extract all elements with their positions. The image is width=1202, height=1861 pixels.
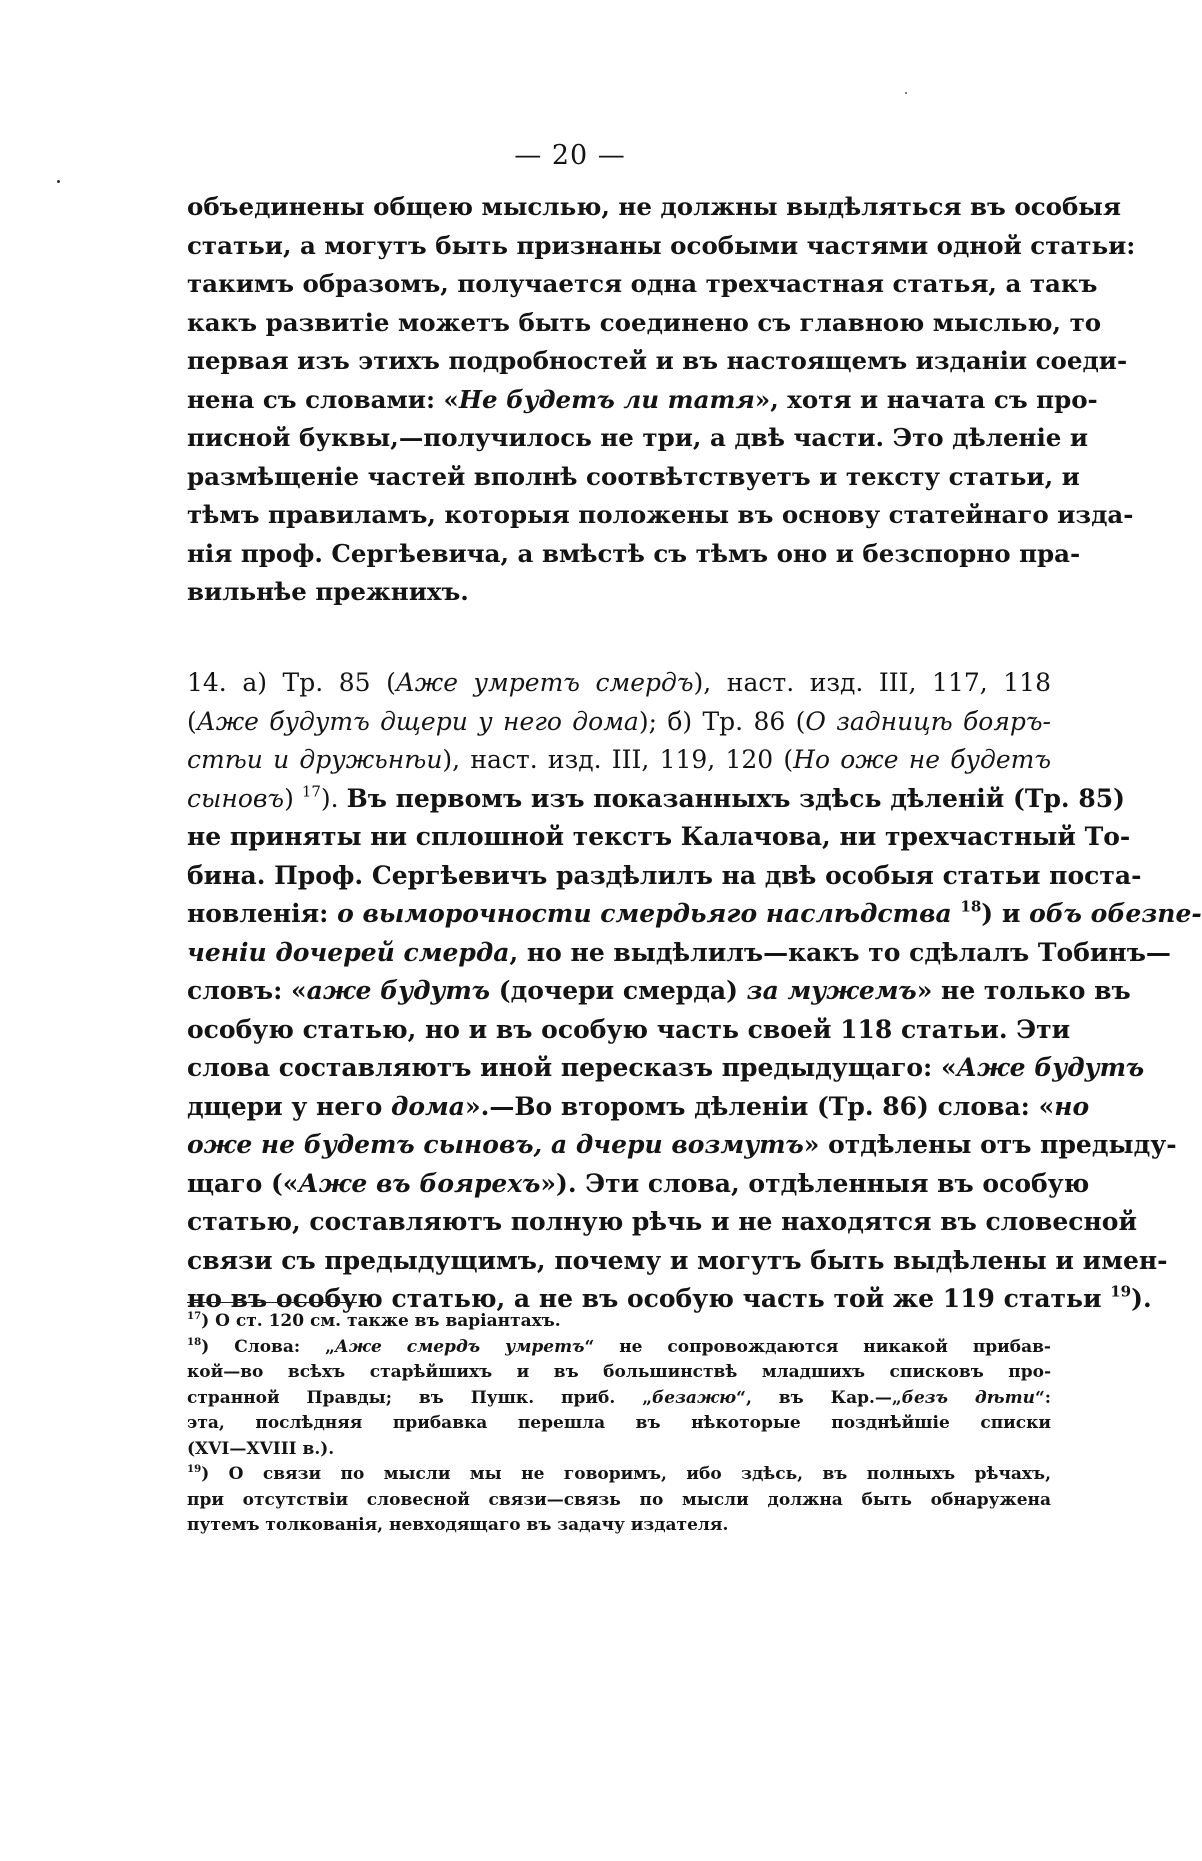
text-line: слова составляютъ иной пересказъ предыдущаго: «Аже будутъ (187, 1053, 1145, 1082)
text-line: объединены общею мыслью, не должны выдѣляться въ особыя (187, 192, 1121, 221)
text-line: статью, составляютъ полную рѣчь и не находятся въ словесной (187, 1207, 1137, 1236)
paragraph-2 (187, 664, 1202, 1319)
text-line: но въ особую статью, а не въ особую часть той же 119 статьи $^{19}$). (187, 1282, 1152, 1313)
text-line: статьи, а могутъ быть признаны особыми частями одной статьи: (187, 230, 1136, 260)
footnote-line: эта, послѣдняя прибавка перешла въ нѣкоторые позднѣйшіе списки (187, 1413, 1051, 1433)
footnote-line: $^{18}$) Слова: „Аже смердъ умретъ“ не сопровождаются никакой прибав- (187, 1335, 1051, 1357)
text-line: не приняты ни сплошной текстъ Калачова, ни трехчастный То- (187, 822, 1131, 851)
footnotes (187, 1309, 1051, 1539)
footnote-line: $^{17}$) О ст. 120 см. также въ варіантахъ. (187, 1309, 561, 1331)
text-line: первая изъ этихъ подробностей и въ настоящемъ изданіи соеди- (187, 346, 1128, 375)
text-line: нена съ словами: «Не будетъ ли татя», хотя и начата съ про- (187, 384, 1098, 414)
text-line: щаго («Аже въ боярехъ»). Эти слова, отдѣленныя въ особую (187, 1168, 1090, 1198)
scan-speck (57, 180, 60, 183)
page-number: — 20 — (514, 140, 626, 171)
text-line: тѣмъ правиламъ, которыя положены въ основу статейнаго изда- (187, 500, 1134, 529)
footnote-line: (XVI—XVIII в.). (187, 1438, 335, 1459)
text-line: оже не будетъ сыновъ, а дчери возмутъ» отдѣлены отъ предыду- (187, 1130, 1177, 1159)
text-line: сыновъ) $^{17}$). Въ первомъ изъ показанныхъ здѣсь дѣленій (Тр. 85) (187, 782, 1125, 813)
footnote-line: кой—во всѣхъ старѣйшихъ и въ большинствѣ младшихъ списковъ про- (187, 1362, 1051, 1382)
scan-speck (905, 92, 907, 94)
footnote-line: $^{19}$) О связи по мысли мы не говоримъ, ибо здѣсь, въ полныхъ рѣчахъ, (187, 1462, 1051, 1484)
text-line: новленія: о выморочности смердьяго наслѣдства $^{18}$) и объ обезпе- (187, 897, 1202, 928)
text-line: такимъ образомъ, получается одна трехчастная статья, а такъ (187, 269, 1098, 298)
text-line: вильнѣе прежнихъ. (187, 577, 469, 606)
text-line: размѣщеніе частей вполнѣ соотвѣтствуетъ и тексту статьи, и (187, 461, 1080, 491)
text-line: ченіи дочерей смерда, но не выдѣлилъ—какъ то сдѣлалъ Тобинъ— (187, 937, 1171, 967)
text-line: словъ: «аже будутъ (дочери смерда) за мужемъ» не только въ (187, 976, 1131, 1005)
text-line: бина. Проф. Сергѣевичъ раздѣлилъ на двѣ особыя статьи поста- (187, 860, 1142, 890)
paragraph-1 (187, 188, 1136, 612)
footnote-divider (187, 1302, 357, 1303)
footnote-line: путемъ толкованія, невходящаго въ задачу издателя. (187, 1515, 729, 1535)
text-line: 14. а) Тр. 85 (Аже умретъ смердъ), наст. изд. III, 117, 118 (187, 668, 1051, 697)
footnote-line: при отсутствіи словесной связи—связь по мысли должна быть обнаружена (187, 1489, 1051, 1510)
text-line: писной буквы,—получилось не три, а двѣ части. Это дѣленіе и (187, 423, 1089, 452)
text-line: (Аже будутъ дщери у него дома); б) Тр. 86 (О задницѣ бояръ- (187, 706, 1051, 736)
footnote-line: странной Правды; въ Пушк. приб. „безажю“, въ Кар.—„безъ дѣти“: (187, 1387, 1051, 1408)
text-line: связи съ предыдущимъ, почему и могутъ быть выдѣлены и имен- (187, 1245, 1168, 1275)
text-line: стѣи и дружьнѣи), наст. изд. III, 119, 120 (Но оже не будетъ (187, 745, 1051, 774)
text-line: нія проф. Сергѣевича, а вмѣстѣ съ тѣмъ оно и безспорно пра- (187, 538, 1081, 568)
text-line: дщери у него дома».—Во второмъ дѣленіи (Тр. 86) слова: «но (187, 1091, 1090, 1121)
text-line: какъ развитіе можетъ быть соединено съ главною мыслью, то (187, 307, 1102, 337)
text-line: особую статью, но и въ особую часть своей 118 статьи. Эти (187, 1014, 1071, 1044)
